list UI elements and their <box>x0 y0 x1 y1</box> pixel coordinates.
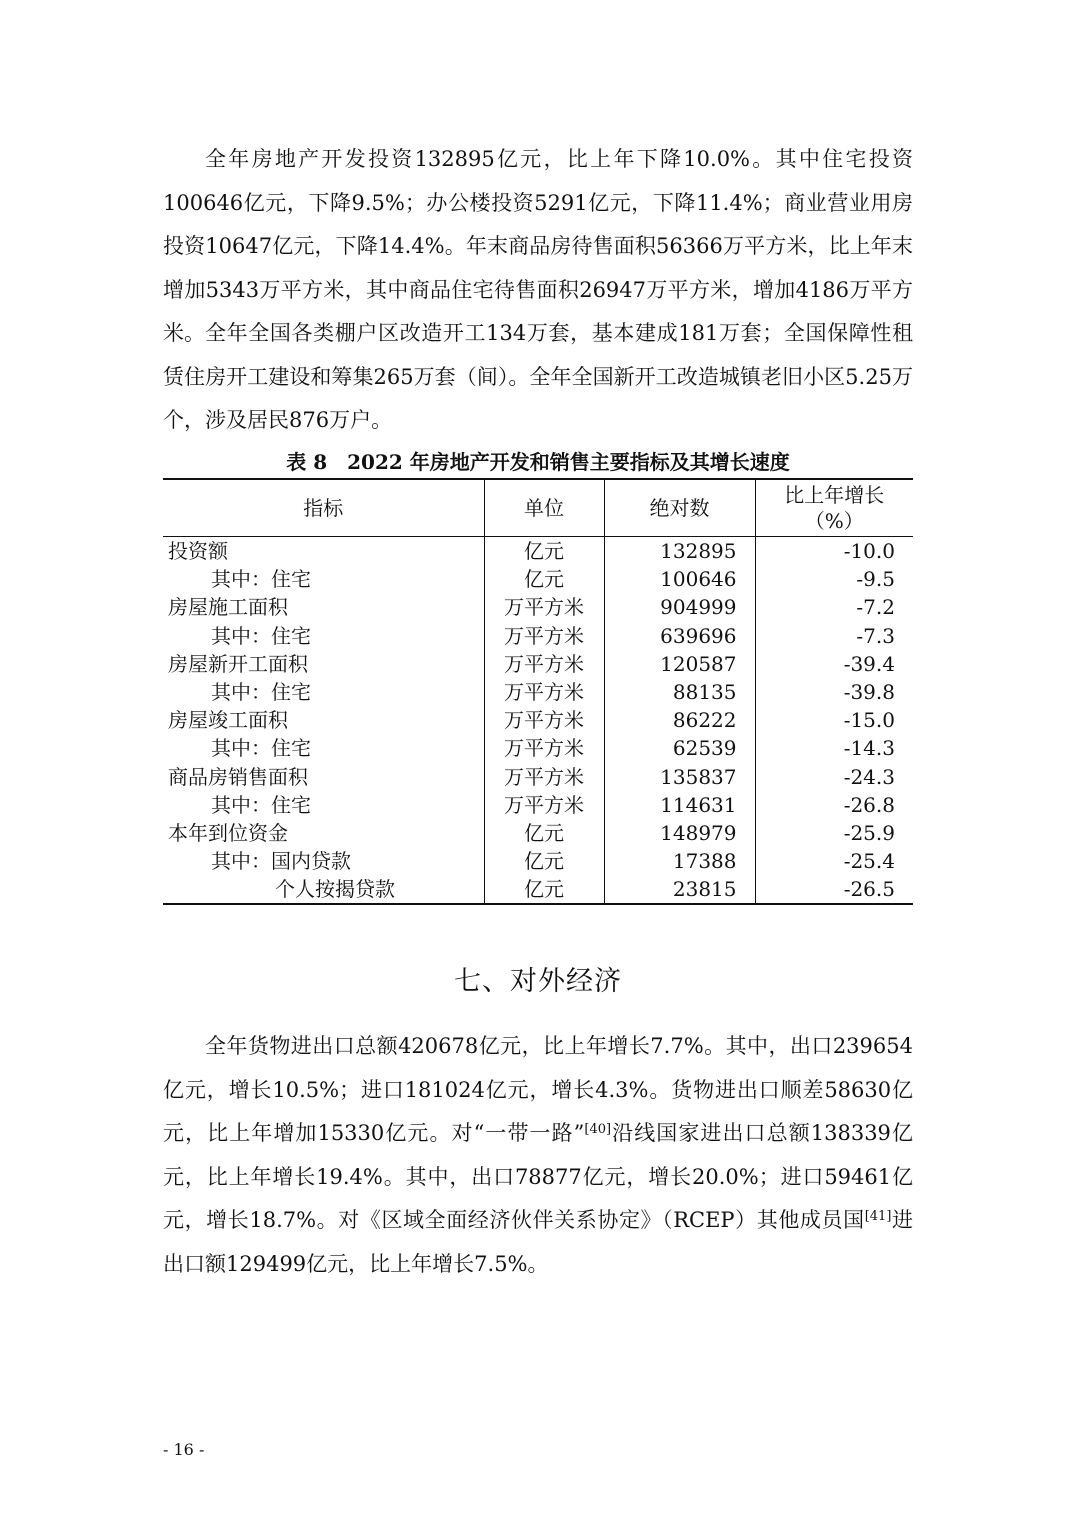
header-indicator: 指标 <box>163 479 484 537</box>
cell-unit: 万平方米 <box>484 763 604 791</box>
cell-absolute: 639696 <box>604 622 755 650</box>
cell-growth: -39.4 <box>755 650 913 678</box>
cell-unit: 万平方米 <box>484 622 604 650</box>
cell-growth: -26.5 <box>755 875 913 904</box>
cell-indicator: 其中：住宅 <box>211 792 311 817</box>
cell-indicator: 个人按揭贷款 <box>275 877 395 902</box>
cell-unit: 万平方米 <box>484 678 604 706</box>
cell-unit: 亿元 <box>484 819 604 847</box>
cell-growth: -7.2 <box>755 593 913 621</box>
cell-absolute: 904999 <box>604 593 755 621</box>
table-row <box>163 678 913 706</box>
cell-unit: 亿元 <box>484 875 604 904</box>
cell-growth: -24.3 <box>755 763 913 791</box>
cell-indicator: 其中：住宅 <box>211 623 311 648</box>
cell-absolute: 88135 <box>604 678 755 706</box>
cell-indicator: 其中：住宅 <box>211 567 311 592</box>
cell-unit: 万平方米 <box>484 706 604 734</box>
cell-indicator: 其中：住宅 <box>211 736 311 761</box>
cell-unit: 亿元 <box>484 847 604 875</box>
paragraph-text: 进出口额129499亿元，比上年增长7.5%。 <box>163 1208 913 1276</box>
paragraph-real-estate-investment: 全年房地产开发投资132895亿元，比上年下降10.0%。其中住宅投资100646亿元，下降9.5%；办公楼投资5291亿元，下降11.4%；商业营业用房投资10647亿元，下降14.4%。年末商品房待售面积56366万平方米，比上年末增加5343万平方米，其中商品住宅待售面积26947万平方米，增加4186万平方米。 <box>163 147 913 345</box>
cell-absolute: 86222 <box>604 706 755 734</box>
table-row <box>163 622 913 650</box>
paragraph-housing-renovation: 全年全国各类棚户区改造开工134万套，基本建成181万套；全国保障性租赁住房开工建设和筹集265万套（间）。全年全国新开工改造城镇老旧小区5.25万个，涉及居民876万户。 <box>163 321 913 432</box>
footnote-ref-41: [41] <box>864 1208 892 1224</box>
paragraph-text: 全年货物进出口总额420678亿元，比上年增长7.7%。其中，出口239654亿元，增长10.5%；进口181024亿元，增长4.3%。货物进出口顺差58630亿元，比上年增加15330亿元。对“一带一路” <box>163 1034 913 1145</box>
cell-absolute: 114631 <box>604 791 755 819</box>
table-row <box>163 537 913 566</box>
cell-absolute: 23815 <box>604 875 755 904</box>
cell-unit: 万平方米 <box>484 734 604 762</box>
table-row <box>163 650 913 678</box>
header-absolute: 绝对数 <box>604 479 755 537</box>
cell-indicator: 房屋新开工面积 <box>168 651 308 676</box>
section-heading: 七、对外经济 <box>454 966 622 997</box>
cell-unit: 万平方米 <box>484 593 604 621</box>
cell-unit: 亿元 <box>484 565 604 593</box>
paragraph-text: 沿线国家进出口总额138339亿元，比上年增长19.4%。其中，出口78877亿元，增长20.0%；进口59461亿元，增长18.7%。对《区域全面经济伙伴关系协定》（RCEP）其他成员国 <box>163 1121 913 1232</box>
table-body <box>163 537 913 905</box>
cell-indicator: 其中：国内贷款 <box>211 849 351 874</box>
cell-indicator: 本年到位资金 <box>168 820 288 845</box>
table-row <box>163 593 913 621</box>
table-row <box>163 791 913 819</box>
table-row <box>163 565 913 593</box>
cell-absolute: 62539 <box>604 734 755 762</box>
table-caption: 表 8 2022 年房地产开发和销售主要指标及其增长速度 <box>286 450 790 474</box>
table-row <box>163 763 913 791</box>
cell-absolute: 120587 <box>604 650 755 678</box>
cell-growth: -9.5 <box>755 565 913 593</box>
cell-indicator: 其中：住宅 <box>211 680 311 705</box>
table-row <box>163 734 913 762</box>
cell-absolute: 132895 <box>604 537 755 566</box>
table-row <box>163 706 913 734</box>
cell-indicator: 房屋施工面积 <box>168 595 288 620</box>
table-row <box>163 875 913 904</box>
cell-absolute: 100646 <box>604 565 755 593</box>
paragraph-foreign-trade <box>163 1025 913 1286</box>
real-estate-table <box>163 478 913 905</box>
cell-absolute: 17388 <box>604 847 755 875</box>
cell-unit: 万平方米 <box>484 650 604 678</box>
footnote-ref-40: [40] <box>584 1121 612 1137</box>
cell-absolute: 148979 <box>604 819 755 847</box>
cell-indicator: 房屋竣工面积 <box>168 708 288 733</box>
table-header-row <box>163 479 913 537</box>
cell-unit: 亿元 <box>484 537 604 566</box>
table-row <box>163 819 913 847</box>
header-growth: 比上年增长 （%） <box>755 479 913 537</box>
cell-growth: -14.3 <box>755 734 913 762</box>
cell-growth: -25.4 <box>755 847 913 875</box>
cell-growth: -25.9 <box>755 819 913 847</box>
cell-growth: -7.3 <box>755 622 913 650</box>
cell-unit: 万平方米 <box>484 791 604 819</box>
cell-indicator: 投资额 <box>168 539 228 564</box>
cell-indicator: 商品房销售面积 <box>168 764 308 789</box>
cell-growth: -10.0 <box>755 537 913 566</box>
header-unit: 单位 <box>484 479 604 537</box>
cell-growth: -15.0 <box>755 706 913 734</box>
table-row <box>163 847 913 875</box>
cell-growth: -39.8 <box>755 678 913 706</box>
page-number: - 16 - <box>163 1440 205 1459</box>
cell-growth: -26.8 <box>755 791 913 819</box>
cell-absolute: 135837 <box>604 763 755 791</box>
